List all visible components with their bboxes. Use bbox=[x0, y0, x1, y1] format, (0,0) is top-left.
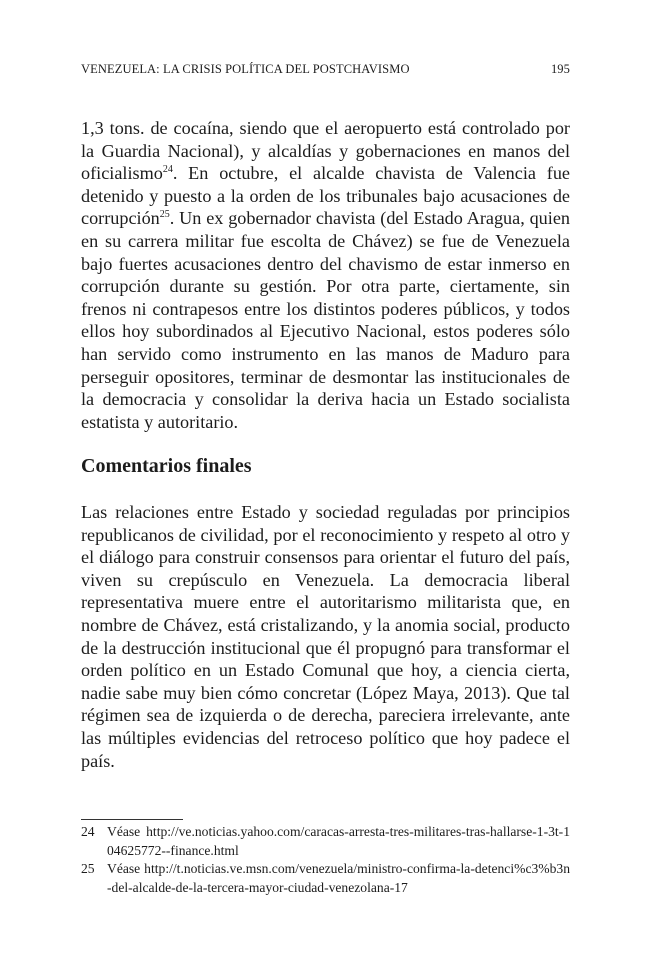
body-paragraph-1 bbox=[81, 117, 570, 433]
footnote-25 bbox=[81, 860, 570, 897]
paragraph-1-text-a: 1,3 tons. de cocaína, siendo que el aeropuerto está controlado por la Guardia Nacional), y alcaldías y gobernaciones en manos del oficialismo bbox=[81, 118, 570, 184]
footnote-number: 24 bbox=[81, 824, 95, 839]
footnote-number: 25 bbox=[81, 861, 95, 876]
paragraph-1-text-b: . En octubre, el alcalde chavista de Valencia fue detenido y puesto a la orden de los tribunales bajo acusaciones de corrupción bbox=[81, 163, 570, 229]
footnotes bbox=[81, 823, 570, 897]
paragraph-1-text-c: . Un ex gobernador chavista (del Estado Aragua, quien en su carrera militar fue escolta de Chávez) se fue de Venezuela bajo fuertes acusaciones dentro del chavismo de estar inmerso en corrupción durante su gestión. Por otra parte, ciertamente, sin frenos ni contrapesos entre los distintos poderes públicos, y todos ellos hoy subordinados al Ejecutivo Nacional, estos poderes sólo han servido como instrumento en las manos de Maduro para perseguir opositores, terminar de desmontar las institucionales de la democracia y consolidar la deriva hacia un Estado socialista estatista y autoritario. bbox=[81, 208, 570, 432]
footnote-divider bbox=[81, 819, 183, 820]
running-title: VENEZUELA: LA CRISIS POLÍTICA DEL POSTCHAVISMO bbox=[81, 62, 410, 76]
footnote-24 bbox=[81, 823, 570, 860]
footnote-ref-24: 24 bbox=[162, 164, 173, 176]
running-header bbox=[81, 62, 570, 77]
footnote-ref-25: 25 bbox=[159, 209, 170, 221]
body-paragraph-2: Las relaciones entre Estado y sociedad reguladas por principios republicanos de civilidad, por el reconocimiento y respeto al otro y el diálogo para construir consensos para orientar el futuro del país, viven su crepúsculo en Venezuela. La democracia liberal representativa muere entre el autoritarismo militarista que, en nombre de Chávez, está cristalizando, y la anomia social, producto de la destrucción institucional que él propugnó para transformar el orden político en un Estado Comunal que hoy, a ciencia cierta, nadie sabe muy bien cómo concretar (López Maya, 2013). Que tal régimen sea de izquierda o de derecha, pareciera irrelevante, ante las múltiples evidencias del retroceso político que hoy padece el país. bbox=[81, 502, 570, 771]
footnote-text: Véase http://ve.noticias.yahoo.com/caracas-arresta-tres-militares-tras-hallarse-1-3t-104625772--finance.html bbox=[107, 824, 570, 858]
footnote-text: Véase http://t.noticias.ve.msn.com/venezuela/ministro-confirma-la-detenci%c3%b3n-del-alcalde-de-la-tercera-mayor-ciudad-venezolana-17 bbox=[107, 861, 570, 895]
section-heading: Comentarios finales bbox=[81, 455, 252, 477]
page-number: 195 bbox=[550, 62, 570, 76]
